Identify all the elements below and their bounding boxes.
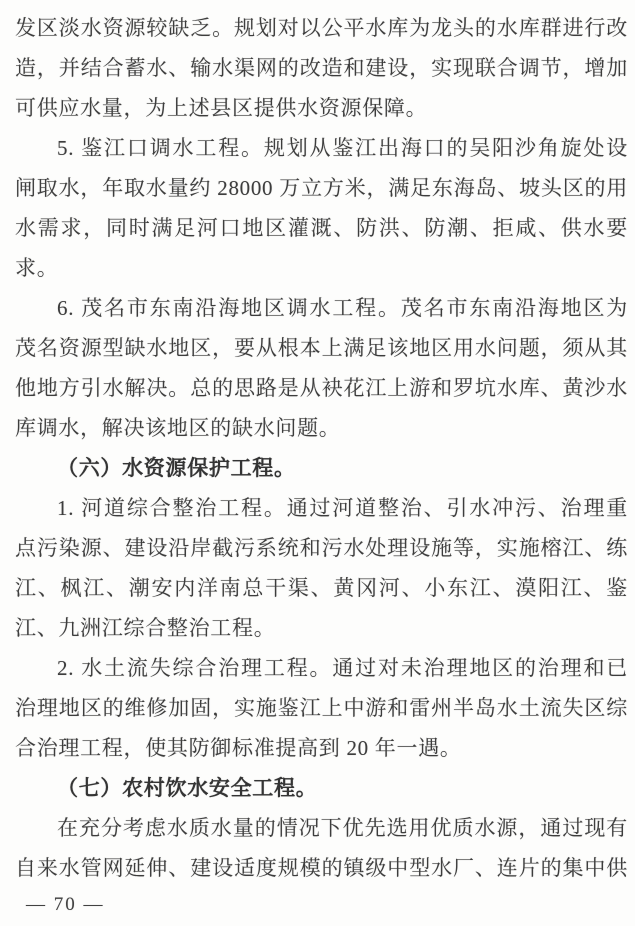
paragraph: [15, 488, 628, 648]
paragraph: [15, 648, 628, 768]
text-line: 江、枫江、潮安内洋南总干渠、黄冈河、小东江、漠阳江、鉴: [15, 576, 628, 600]
paragraph: [15, 8, 628, 128]
text-line: 茂名资源型缺水地区，要从根本上满足该地区用水问题，须从其: [15, 336, 628, 360]
text-line: 江、九洲江综合整治工程。: [15, 616, 276, 640]
paragraph: [15, 128, 628, 288]
text-line: （七）农村饮水安全工程。: [57, 776, 318, 800]
text-line: 自来水管网延伸、建设适度规模的镇级中型水厂、连片的集中供: [15, 856, 628, 880]
section-heading: [15, 768, 628, 808]
text-line: （六）水资源保护工程。: [57, 456, 296, 480]
document-body: [15, 8, 628, 888]
paragraph: [15, 288, 628, 448]
text-line: 点污染源、建设沿岸截污系统和污水处理设施等，实施榕江、练: [15, 536, 628, 560]
text-line: 库调水，解决该地区的缺水问题。: [15, 416, 341, 440]
section-heading: [15, 448, 628, 488]
text-line: 他地方引水解决。总的思路是从袂花江上游和罗坑水库、黄沙水: [15, 376, 628, 400]
paragraph: [15, 808, 628, 888]
text-line: 合治理工程，使其防御标准提高到 20 年一遇。: [15, 736, 462, 760]
text-line: 2. 水土流失综合治理工程。通过对未治理地区的治理和已: [57, 656, 628, 680]
text-line: 治理地区的维修加固，实施鉴江上中游和雷州半岛水土流失区综: [15, 696, 628, 720]
text-line: 闸取水，年取水量约 28000 万立方米，满足东海岛、坡头区的用: [15, 176, 628, 200]
text-line: 求。: [15, 256, 59, 280]
text-line: 5. 鉴江口调水工程。规划从鉴江出海口的吴阳沙角旋处设: [57, 136, 628, 160]
text-line: 水需求，同时满足河口地区灌溉、防洪、防潮、拒咸、供水要: [15, 216, 628, 240]
text-line: 6. 茂名市东南沿海地区调水工程。茂名市东南沿海地区为: [57, 296, 628, 320]
page-number: — 70 —: [26, 894, 105, 915]
text-line: 可供应水量，为上述县区提供水资源保障。: [15, 96, 428, 120]
text-line: 在充分考虑水质水量的情况下优先选用优质水源，通过现有: [57, 816, 628, 840]
text-line: 1. 河道综合整治工程。通过河道整治、引水冲污、治理重: [57, 496, 628, 520]
text-line: 发区淡水资源较缺乏。规划对以公平水库为龙头的水库群进行改: [15, 16, 628, 40]
text-line: 造，并结合蓄水、输水渠网的改造和建设，实现联合调节，增加: [15, 56, 628, 80]
